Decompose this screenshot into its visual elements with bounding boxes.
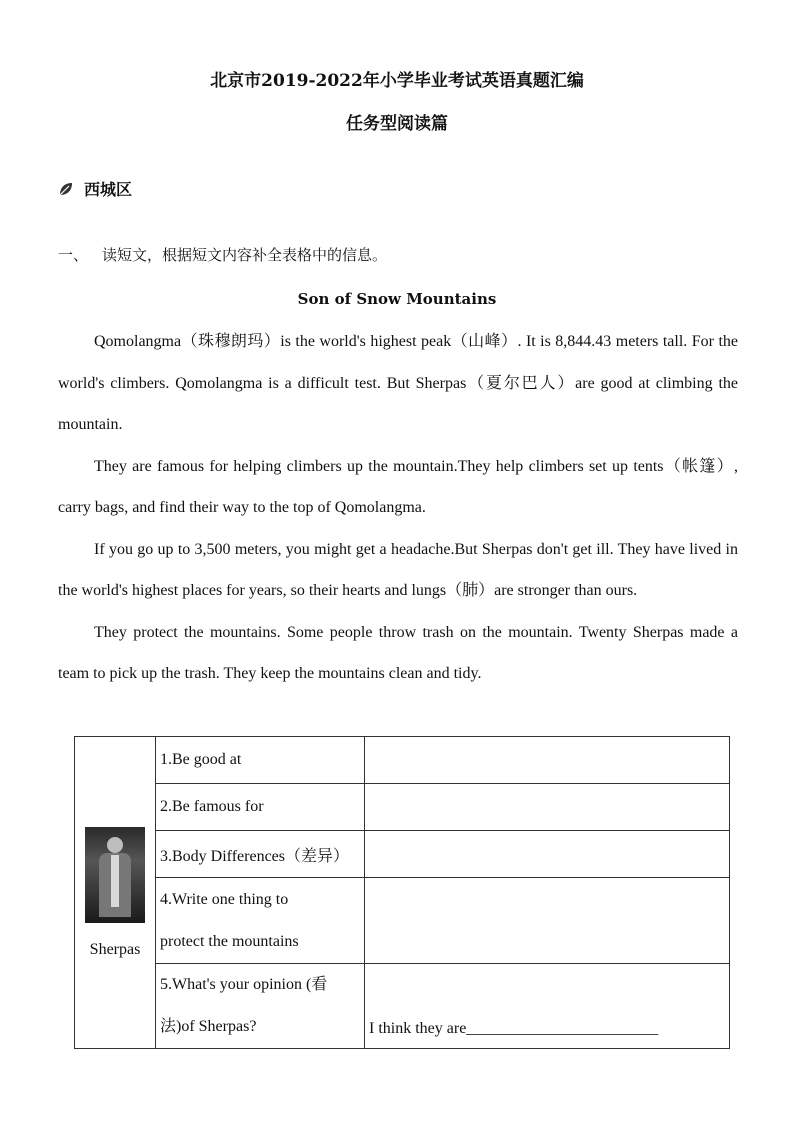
- instruction-text: 读短文，根据短文内容补全表格中的信息。: [102, 246, 388, 264]
- passage-paragraph: They protect the mountains. Some people throw trash on the mountain. Twenty Sherpas made a team to pick up the trash. They keep the mountains clean and tidy.: [58, 623, 738, 682]
- row-label-line: 5.What's your opinion (看: [160, 976, 328, 993]
- passage-paragraph: If you go up to 3,500 meters, you might get a headache.But Sherpas don't get ill. They have lived in the world's highest places for years, so their hearts and lungs（肺）are stronger than ours.: [58, 540, 738, 599]
- table-row: [75, 831, 730, 878]
- row-label: 3.Body Differences（差异）: [156, 831, 365, 878]
- answer-cell[interactable]: [365, 831, 730, 878]
- answer-cell[interactable]: [365, 784, 730, 831]
- row-label-line: 法)of Sherpas?: [160, 1018, 257, 1035]
- row-label-line: 4.Write one thing to: [160, 890, 289, 908]
- table-row: [75, 964, 730, 1049]
- passage-title: Son of Snow Mountains: [297, 290, 497, 308]
- row-label: [156, 878, 365, 964]
- table-row: [75, 737, 730, 784]
- question-instruction: [58, 244, 387, 265]
- passage-paragraph: Qomolangma（珠穆朗玛）is the world's highest peak（山峰）. It is 8,844.43 meters tall. For the world's climbers. Qomolangma is a difficult test. But Sherpas（夏尔巴人）are good at climbing the mountain.: [58, 333, 738, 433]
- row-label: [156, 964, 365, 1049]
- answer-table: [74, 736, 730, 1049]
- table-row: [75, 878, 730, 964]
- section-label: 西城区: [84, 180, 133, 199]
- section-heading: [58, 177, 132, 200]
- answer-cell[interactable]: I think they are________________________: [365, 964, 730, 1049]
- page-title: 北京市2019-2022年小学毕业考试英语真题汇编: [210, 71, 584, 91]
- table-row: [75, 784, 730, 831]
- leaf-icon: [58, 181, 74, 197]
- row-label: 1.Be good at: [156, 737, 365, 784]
- question-number: 一、: [58, 246, 89, 264]
- answer-cell[interactable]: [365, 878, 730, 964]
- row-header-label: Sherpas: [89, 940, 141, 958]
- sherpa-photo: [85, 827, 145, 923]
- page-subtitle: 任务型阅读篇: [346, 114, 448, 134]
- answer-cell[interactable]: [365, 737, 730, 784]
- passage-body: [58, 321, 738, 695]
- row-label-line: protect the mountains: [160, 932, 299, 950]
- row-header-cell: [75, 737, 156, 1049]
- passage-paragraph: They are famous for helping climbers up the mountain.They help climbers set up tents（帐篷）, carry bags, and find their way to the top of Qomolangma.: [58, 457, 738, 516]
- row-label: 2.Be famous for: [156, 784, 365, 831]
